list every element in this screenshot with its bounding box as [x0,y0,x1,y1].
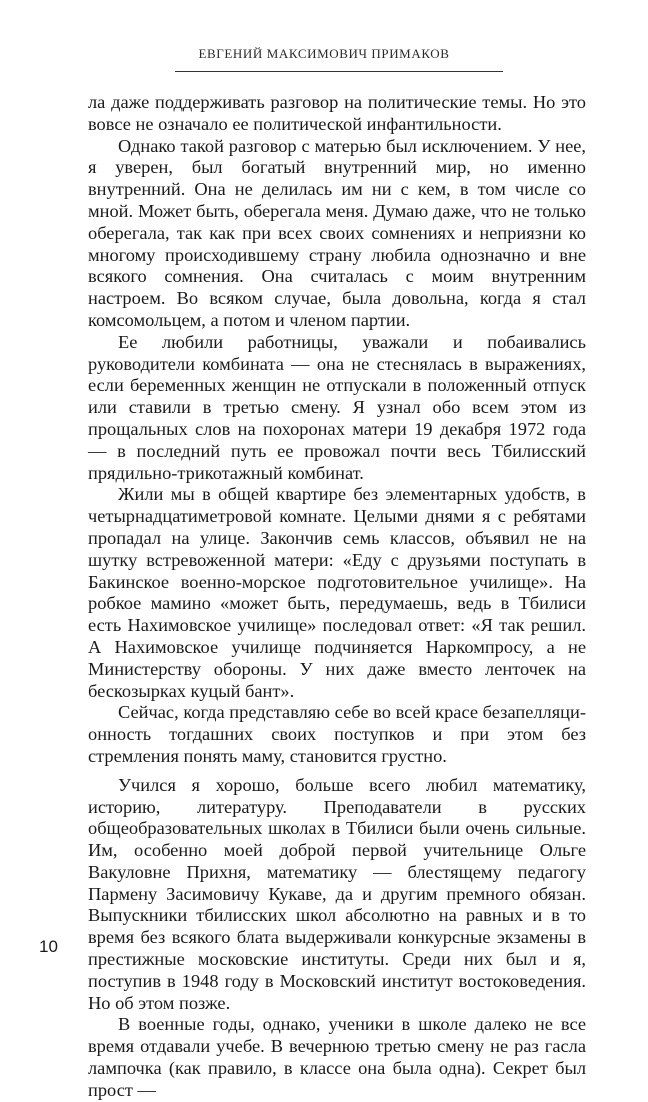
paragraph: Сейчас, когда представляю себе во всей красе безапелляционность тогдашних своих поступков и при этом без стремления понять маму, становится грустно. [88,702,586,766]
paragraph: В военные годы, однако, ученики в школе далеко не все время отдавали учебе. В вечернюю третью смену не раз гасла лампочка (как правило, в классе она была одна). Секрет был прост — [88,1014,586,1100]
body-text [88,92,586,1102]
paragraph: Жили мы в общей квартире без элементарных удобств, в четырнадцатиметровой комнате. Целыми днями я с ребятами пропадал на улице. Закончив семь классов, объявил не на шутку встревоженной матери: «Еду с друзьями поступать в Бакинское военно-морское подготовительное училище». На робкое мамино «может быть, передумаешь, ведь в Тбилиси есть Нахимовское училище» последовал ответ: «Я так решил. А Нахимовское училище подчиняется Наркомпросу, а не Министерству обороны. У них даже вместо ленточек на бескозырках куцый бант». [88,484,586,701]
paragraph-continued: ла даже поддерживать разговор на политические темы. Но это вовсе не означало ее политической инфантильности. [88,92,586,134]
paragraph: Учился я хорошо, больше всего любил математику, историю, литературу. Преподаватели в русских общеобразовательных школах в Тбилиси были очень сильные. Им, особенно моей доброй первой учительнице Ольге Вакуловне Прихня, математику — блестящему педагогу Пармену Засимовичу Кукаве, да и другим премного обязан. Выпускники тбилисских школ абсолютно на равных и в то время без всякого блата выдерживали конкурсные экзамены в престижные московские институты. Среди них был и я, поступив в 1948 году в Московский институт востоковедения. Но об этом позже. [88,774,586,1013]
paragraph: Ее любили работницы, уважали и побаивались руководители комбината — она не стеснялась в выражениях, если беременных женщин не отпускали в положенный отпуск или ставили в третью смену. Я узнал обо всем этом из прощальных слов на похоронах матери 19 декабря 1972 года — в последний путь ее провожал почти весь Тбилисский прядильно-трикотажный комбинат. [88,331,586,483]
running-header: ЕВГЕНИЙ МАКСИМОВИЧ ПРИМАКОВ [198,46,450,61]
paragraph: Однако такой разговор с матерью был исключением. У нее, я уверен, был богатый внутренний мир, но именно внутренний. Она не делилась им ни с кем, в том числе со мной. Может быть, оберегала меня. Думаю даже, что не только оберегала, так как при всех своих сомнениях и неприязни ко многому происходившему страну любила однозначно и вне всякого сомнения. Она считалась с моим внутренним настроем. Во всяком случае, была довольна, когда я стал комсомольцем, а потом и членом партии. [88,135,586,330]
page-number: 10 [39,937,58,956]
header-divider [175,71,503,72]
